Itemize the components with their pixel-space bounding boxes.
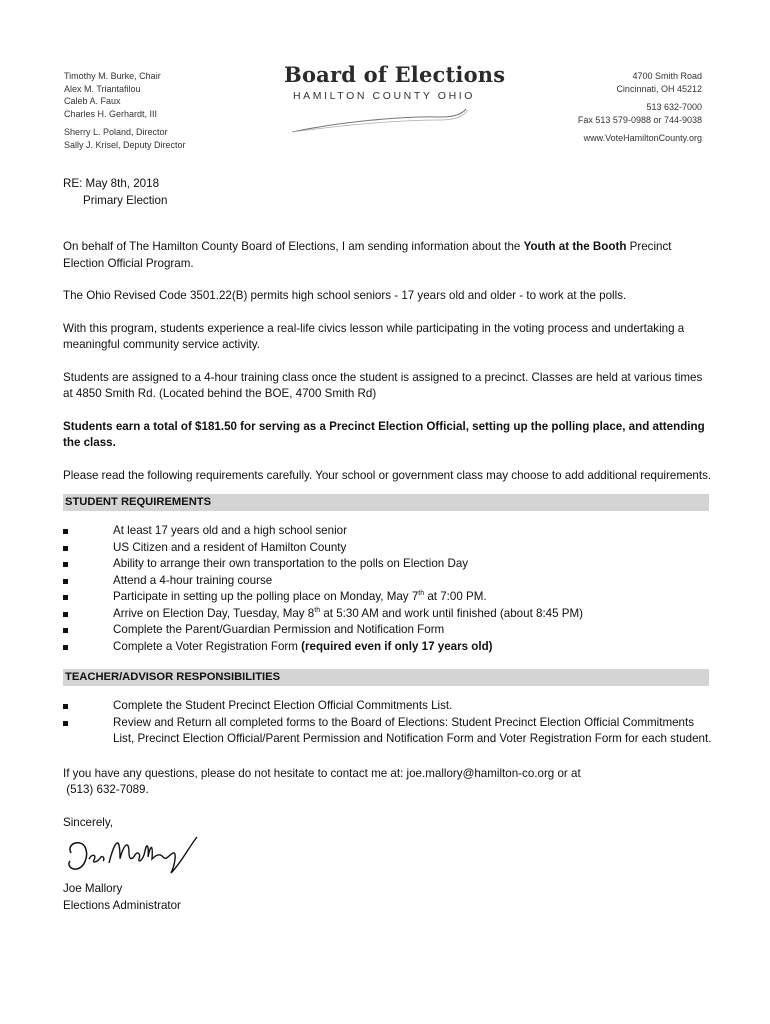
ohio-code-paragraph: The Ohio Revised Code 3501.22(B) permits high school seniors - 17 years old and older - to work at the polls. <box>63 289 627 302</box>
director: Sherry L. Poland, Director <box>64 127 168 138</box>
list-item: Attend a 4-hour training course <box>63 573 713 590</box>
training-paragraph: Students are assigned to a 4-hour training class once the student is assigned to a precinct. Classes are held at various times at 4850 Smith Rd. (Located behind the BOE, 4700 Smith Rd) <box>63 370 703 400</box>
bullet-icon <box>63 612 68 617</box>
contact-phone: (513) 632-7089. <box>63 783 149 796</box>
contact-line: If you have any questions, please do not hesitate to contact me at: joe.mallory@hamilton-co.org or at <box>63 766 581 780</box>
bullet-icon <box>63 529 68 534</box>
earnings-paragraph: Students earn a total of $181.50 for serving as a Precinct Election Official, setting up the polling place, and attending the class. <box>63 419 705 449</box>
list-item: Complete the Student Precinct Election Official Commitments List. <box>63 698 713 715</box>
bullet-icon <box>63 628 68 633</box>
list-item: Ability to arrange their own transportation to the polls on Election Day <box>63 556 713 573</box>
re-subject: Primary Election <box>83 193 168 207</box>
letterhead-title: Board of Elections <box>284 62 506 87</box>
phone-number: 513 632-7000 <box>646 102 702 113</box>
student-requirements-list <box>63 523 713 655</box>
letterhead-logo <box>284 62 506 102</box>
list-item: Arrive on Election Day, Tuesday, May 8th at 5:30 AM and work until finished (about 8:45 PM) <box>63 606 713 623</box>
board-members-list <box>64 70 186 152</box>
student-requirements-heading: STUDENT REQUIREMENTS <box>63 494 709 511</box>
board-member: Alex M. Triantafilou <box>64 83 141 94</box>
list-item: US Citizen and a resident of Hamilton County <box>63 540 713 557</box>
letterhead-subtitle: HAMILTON COUNTY OHIO <box>292 90 476 102</box>
bullet-icon <box>63 721 68 726</box>
requirements-intro: Please read the following requirements carefully. Your school or government class may choose to add additional requirements. <box>63 468 712 482</box>
list-item: Review and Return all completed forms to the Board of Elections: Student Precinct Election Official Commitments List, Precinct Election Official/Parent Permission and Notification Form and Voter Registration Form for each student. <box>63 715 713 748</box>
bullet-icon <box>63 562 68 567</box>
board-member: Caleb A. Faux <box>64 96 121 107</box>
salutation: Sincerely, <box>63 815 114 829</box>
board-member: Timothy M. Burke, Chair <box>64 71 161 81</box>
program-paragraph: With this program, students experience a real-life civics lesson while participating in the voting process and undertaking a meaningful community service activity. <box>63 321 685 351</box>
teacher-responsibilities-list <box>63 698 713 748</box>
signer-title: Elections Administrator <box>63 898 181 912</box>
signer-name: Joe Mallory <box>63 882 123 895</box>
bullet-icon <box>63 645 68 650</box>
re-date: RE: May 8th, 2018 <box>63 177 160 190</box>
swoosh-logo-icon <box>290 108 480 134</box>
re-block <box>63 176 713 209</box>
bullet-icon <box>63 595 68 600</box>
list-item: Complete the Parent/Guardian Permission and Notification Form <box>63 622 713 639</box>
letter-body <box>63 176 713 914</box>
signature <box>63 833 713 877</box>
board-member: Charles H. Gerhardt, III <box>64 108 158 119</box>
deputy-director: Sally J. Krisel, Deputy Director <box>64 139 186 150</box>
list-item: Complete a Voter Registration Form (required even if only 17 years old) <box>63 639 713 656</box>
bullet-icon <box>63 546 68 551</box>
bullet-icon <box>63 704 68 709</box>
website-link[interactable]: www.VoteHamiltonCounty.org <box>583 133 702 144</box>
signature-icon <box>63 833 203 877</box>
contact-info <box>578 70 702 145</box>
intro-paragraph: On behalf of The Hamilton County Board of Elections, I am sending information about the Youth at the Booth Precinct Election Official Program. <box>63 240 672 270</box>
bullet-icon <box>63 579 68 584</box>
closing-block <box>63 766 713 915</box>
list-item: At least 17 years old and a high school senior <box>63 523 713 540</box>
list-item: Participate in setting up the polling place on Monday, May 7th at 7:00 PM. <box>63 589 713 606</box>
address-line: 4700 Smith Road <box>632 71 702 81</box>
teacher-responsibilities-heading: TEACHER/ADVISOR RESPONSIBILITIES <box>63 669 709 686</box>
address-line: Cincinnati, OH 45212 <box>616 83 702 94</box>
program-name: Youth at the Booth <box>523 240 627 253</box>
fax-number: Fax 513 579-0988 or 744-9038 <box>577 114 702 125</box>
